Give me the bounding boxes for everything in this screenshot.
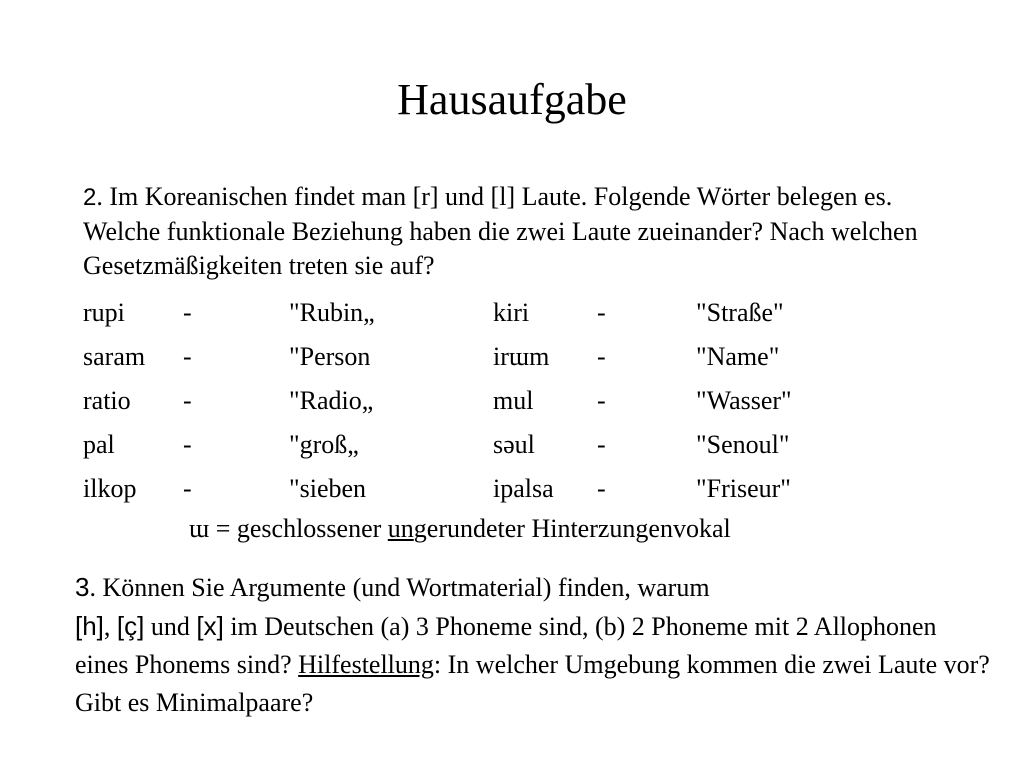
- hint-label: Hilfestellung: [298, 650, 434, 679]
- word-row: [83, 384, 983, 428]
- dash: -: [597, 386, 606, 415]
- word-list: [83, 296, 983, 516]
- word-row: [83, 340, 983, 384]
- gloss: "Person: [289, 342, 371, 371]
- korean-word: irɯm: [493, 342, 550, 371]
- task-3-number: 3: [75, 572, 90, 602]
- separator: und: [144, 612, 197, 641]
- gloss: "groß„: [289, 430, 359, 459]
- task-2-body: . Im Koreanischen findet man [r] und [l] Laute. Folgende Wörter belegen es. Welche funktionale Beziehung haben die zwei Laute zueinander? Nach welchen Gesetzmäßigkeiten treten sie auf?: [83, 182, 918, 280]
- dash: -: [183, 342, 192, 371]
- note-prefix: ɯ = geschlossener: [189, 514, 388, 543]
- word-row: [83, 472, 983, 516]
- korean-word: səul: [493, 430, 535, 459]
- task-2-number: 2: [83, 184, 97, 211]
- dash: -: [597, 474, 606, 503]
- korean-word: pal: [83, 430, 115, 459]
- dash: -: [597, 342, 606, 371]
- gloss: "Name": [696, 342, 780, 371]
- note-underlined: un: [387, 514, 414, 543]
- korean-word: kiri: [493, 298, 530, 327]
- dash: -: [183, 298, 192, 327]
- korean-word: ratio: [83, 386, 131, 415]
- dash: -: [183, 474, 192, 503]
- phone-c: [ç]: [116, 611, 145, 641]
- gloss: "sieben: [289, 474, 367, 503]
- gloss: "Rubin„: [289, 298, 375, 327]
- gloss: "Friseur": [696, 474, 791, 503]
- gloss: "Wasser": [696, 386, 792, 415]
- korean-word: ilkop: [83, 474, 137, 503]
- gloss: "Straße": [696, 298, 784, 327]
- separator: ,: [103, 612, 117, 641]
- word-row: [83, 296, 983, 340]
- korean-word: saram: [83, 342, 146, 371]
- korean-word: mul: [493, 386, 534, 415]
- task-2-text: [83, 180, 963, 283]
- gloss: "Senoul": [696, 430, 790, 459]
- korean-word: ipalsa: [493, 474, 554, 503]
- word-row: [83, 428, 983, 472]
- dash: -: [183, 386, 192, 415]
- gloss: "Radio„: [289, 386, 374, 415]
- dash: -: [597, 430, 606, 459]
- vowel-note: [189, 512, 731, 546]
- task-3-text: [75, 568, 995, 722]
- dash: -: [597, 298, 606, 327]
- dash: -: [183, 430, 192, 459]
- phone-h: [h]: [75, 611, 104, 641]
- page-title: Hausaufgabe: [397, 75, 627, 124]
- task-3-body: im Deutschen (a) 3 Phoneme sind, (b) 2 Phoneme mit 2 Allophonen eines Phonems sind?: [75, 612, 937, 679]
- note-suffix: gerundeter Hinterzungenvokal: [413, 514, 731, 543]
- korean-word: rupi: [83, 298, 125, 327]
- hint-text: : In welcher Umgebung kommen die zwei Laute vor? Gibt es Minimalpaare?: [75, 650, 990, 717]
- phone-x: [x]: [196, 611, 224, 641]
- task-3-line1: . Können Sie Argumente (und Wortmaterial) finden, warum: [89, 573, 710, 602]
